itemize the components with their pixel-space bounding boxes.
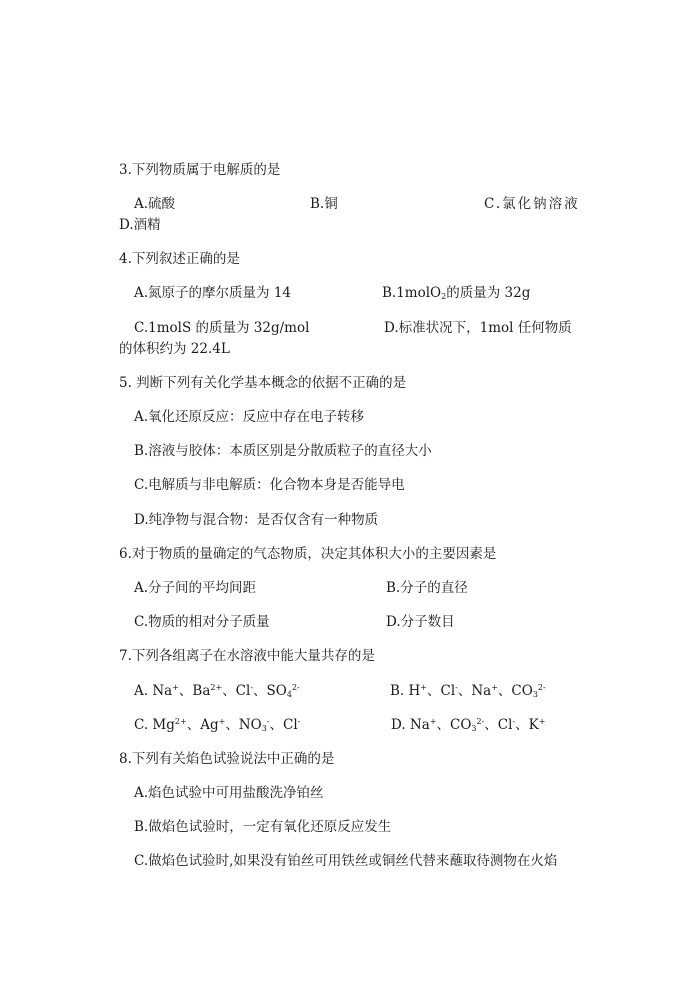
- question-4-option-a: A.氮原子的摩尔质量为 14: [134, 285, 292, 301]
- question-3-stem: 3.下列物质属于电解质的是: [119, 162, 281, 178]
- question-7-option-a: A. Na+、$Ba^{2+}$、Cl-、$SO_4^{2-}$: [134, 683, 300, 699]
- question-8-stem: 8.下列有关焰色试验说法中正确的是: [119, 751, 335, 767]
- question-4-option-d: D.标准状况下，1mol 任何物质: [384, 320, 572, 336]
- question-8-option-a: A.焰色试验中可用盐酸洗净铂丝: [134, 785, 324, 801]
- question-5-option-c: C.电解质与非电解质：化合物本身是否能导电: [134, 477, 405, 493]
- question-7-option-c: C. $Mg^{2+}$、Ag+、$NO_3^-$、Cl-: [134, 717, 301, 733]
- question-7-option-d: D. Na+、$CO_3^{2-}$、Cl-、K+: [391, 717, 546, 733]
- question-5-option-a: A.氧化还原反应：反应中存在电子转移: [134, 409, 365, 425]
- question-3-option-a: A.硫酸: [134, 196, 176, 212]
- question-5-option-d: D.纯净物与混合物：是否仅含有一种物质: [134, 512, 379, 528]
- question-8-option-b: B.做焰色试验时，一定有氧化还原反应发生: [134, 819, 392, 835]
- question-3-option-d: D.酒精: [119, 217, 161, 233]
- question-8-option-c: C.做焰色试验时,如果没有铂丝可用铁丝或铜丝代替来蘸取待测物在火焰: [134, 853, 558, 869]
- question-6-option-b: B.分子的直径: [386, 580, 468, 596]
- question-6-stem: 6.对于物质的量确定的气态物质，决定其体积大小的主要因素是: [119, 546, 497, 562]
- question-6-option-a: A.分子间的平均间距: [134, 580, 257, 596]
- question-5-option-b: B.溶液与胶体：本质区别是分散质粒子的直径大小: [134, 443, 432, 459]
- question-6-option-c: C.物质的相对分子质量: [134, 614, 270, 630]
- question-7-stem: 7.下列各组离子在水溶液中能大量共存的是: [119, 648, 375, 664]
- question-7-option-b: B. H+、Cl-、Na+、$CO_3^{2-}$: [390, 683, 546, 699]
- question-4-stem: 4.下列叙述正确的是: [119, 251, 240, 267]
- question-3-option-c: C.氯化钠溶液: [484, 196, 580, 212]
- question-4-option-d-continued: 的体积约为 22.4L: [119, 341, 230, 357]
- question-3-option-b: B.铜: [310, 196, 338, 212]
- question-4-option-b: B.1molO$_2$的质量为 32g: [382, 285, 531, 301]
- question-5-stem: 5. 判断下列有关化学基本概念的依据不正确的是: [119, 375, 407, 391]
- question-4-option-c: C.1molS 的质量为 32g/mol: [134, 320, 310, 336]
- question-6-option-d: D.分子数目: [386, 614, 455, 630]
